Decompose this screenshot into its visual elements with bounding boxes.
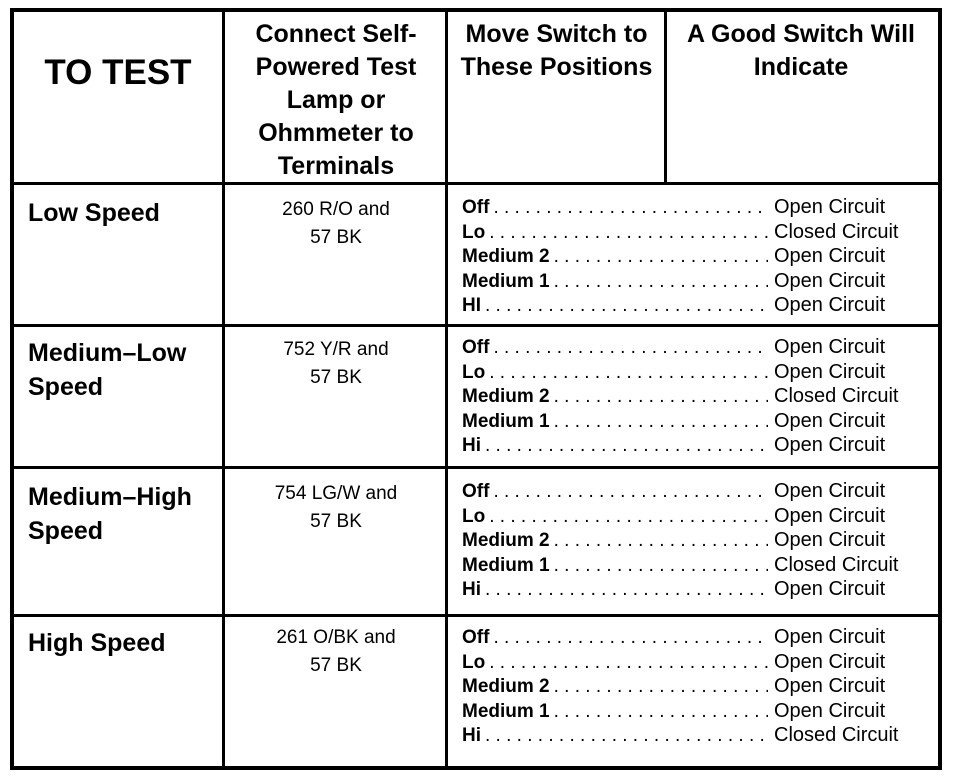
position-line bbox=[462, 724, 922, 749]
position-result: Open Circuit bbox=[774, 269, 886, 292]
position-name: Lo bbox=[462, 361, 486, 383]
position-name: Medium 2 bbox=[462, 246, 550, 267]
position-name: Hi bbox=[462, 435, 481, 456]
position-name: Medium 1 bbox=[462, 410, 550, 432]
terminals bbox=[226, 196, 446, 252]
terminals-line2: 57 BK bbox=[310, 511, 362, 532]
dot-leader bbox=[493, 481, 768, 503]
position-line bbox=[462, 361, 922, 386]
position-line bbox=[462, 578, 922, 603]
position-line bbox=[462, 675, 922, 700]
position-list bbox=[462, 196, 922, 319]
header-good-switch: A Good Switch Will Indicate bbox=[686, 20, 915, 81]
position-line bbox=[462, 651, 922, 676]
dot-leader bbox=[554, 701, 768, 723]
position-name: Off bbox=[462, 197, 490, 218]
position-line bbox=[462, 626, 922, 651]
position-result: Open Circuit bbox=[774, 336, 886, 358]
position-name: Off bbox=[462, 481, 490, 502]
position-line bbox=[462, 245, 922, 270]
dot-leader bbox=[554, 386, 768, 408]
position-list bbox=[462, 480, 922, 603]
terminals bbox=[226, 336, 446, 392]
position-name: Lo bbox=[462, 505, 486, 527]
position-result: Open Circuit bbox=[774, 504, 886, 527]
dot-leader bbox=[489, 506, 768, 528]
position-name: Medium 2 bbox=[462, 676, 550, 697]
position-name: Medium 2 bbox=[462, 386, 550, 407]
dot-leader bbox=[554, 530, 768, 552]
terminals-line2: 57 BK bbox=[310, 655, 362, 676]
dot-leader bbox=[554, 411, 768, 433]
position-name: Medium 1 bbox=[462, 700, 550, 722]
position-line bbox=[462, 270, 922, 295]
dot-leader bbox=[485, 435, 768, 457]
dot-leader bbox=[554, 555, 768, 577]
position-line bbox=[462, 480, 922, 505]
divider-row-2 bbox=[10, 466, 938, 469]
position-name: Off bbox=[462, 337, 490, 358]
position-name: Hi bbox=[462, 579, 481, 600]
terminals-line2: 57 BK bbox=[310, 367, 362, 388]
position-line bbox=[462, 505, 922, 530]
position-name: HI bbox=[462, 295, 481, 316]
dot-leader bbox=[489, 222, 768, 244]
position-result: Open Circuit bbox=[774, 196, 886, 218]
position-line bbox=[462, 294, 922, 319]
dot-leader bbox=[493, 337, 768, 359]
dot-leader bbox=[554, 271, 768, 293]
terminals bbox=[226, 480, 446, 536]
position-line bbox=[462, 196, 922, 221]
position-result: Open Circuit bbox=[774, 480, 886, 502]
row-label: Low Speed bbox=[28, 199, 160, 227]
position-name: Hi bbox=[462, 725, 481, 746]
terminals-line1: 752 Y/R and bbox=[283, 339, 389, 360]
header-to-test: TO TEST bbox=[44, 53, 192, 92]
divider-row-3 bbox=[10, 614, 938, 617]
position-line bbox=[462, 434, 922, 459]
dot-leader bbox=[493, 627, 768, 649]
position-result: Open Circuit bbox=[774, 434, 886, 456]
divider-row-1 bbox=[10, 324, 938, 327]
dot-leader bbox=[554, 676, 768, 698]
position-name: Lo bbox=[462, 651, 486, 673]
position-result: Open Circuit bbox=[774, 360, 886, 383]
dot-leader bbox=[489, 652, 768, 674]
dot-leader bbox=[554, 246, 768, 268]
position-line bbox=[462, 336, 922, 361]
dot-leader bbox=[485, 579, 768, 601]
position-name: Medium 1 bbox=[462, 270, 550, 292]
position-line bbox=[462, 410, 922, 435]
terminals-line1: 260 R/O and bbox=[282, 199, 390, 220]
row-label: Medium–Low Speed bbox=[28, 339, 187, 401]
divider-header bbox=[10, 182, 938, 185]
position-result: Open Circuit bbox=[774, 675, 886, 697]
header-move-switch: Move Switch to These Positions bbox=[460, 20, 653, 81]
position-name: Medium 2 bbox=[462, 530, 550, 551]
header-connect: Connect Self-Powered Test Lamp or Ohmmeter to Terminals bbox=[255, 20, 417, 180]
position-line bbox=[462, 221, 922, 246]
position-result: Closed Circuit bbox=[774, 553, 899, 576]
row-label: High Speed bbox=[28, 629, 166, 657]
dot-leader bbox=[485, 725, 768, 747]
position-line bbox=[462, 700, 922, 725]
terminals-line2: 57 BK bbox=[310, 227, 362, 248]
position-result: Open Circuit bbox=[774, 529, 886, 551]
position-result: Open Circuit bbox=[774, 245, 886, 267]
position-name: Lo bbox=[462, 221, 486, 243]
position-result: Closed Circuit bbox=[774, 724, 899, 746]
position-list bbox=[462, 626, 922, 749]
terminals-line1: 261 O/BK and bbox=[276, 627, 396, 648]
terminals-line1: 754 LG/W and bbox=[274, 483, 398, 504]
position-result: Open Circuit bbox=[774, 650, 886, 673]
position-result: Open Circuit bbox=[774, 699, 886, 722]
position-name: Medium 1 bbox=[462, 554, 550, 576]
position-result: Open Circuit bbox=[774, 409, 886, 432]
position-name: Off bbox=[462, 627, 490, 648]
position-line bbox=[462, 385, 922, 410]
position-result: Closed Circuit bbox=[774, 220, 899, 243]
position-line bbox=[462, 529, 922, 554]
dot-leader bbox=[485, 295, 768, 317]
position-result: Open Circuit bbox=[774, 626, 886, 648]
position-result: Open Circuit bbox=[774, 294, 886, 316]
dot-leader bbox=[493, 197, 768, 219]
position-result: Open Circuit bbox=[774, 578, 886, 600]
terminals bbox=[226, 624, 446, 680]
position-line bbox=[462, 554, 922, 579]
position-list bbox=[462, 336, 922, 459]
position-result: Closed Circuit bbox=[774, 385, 899, 407]
dot-leader bbox=[489, 362, 768, 384]
row-label: Medium–High Speed bbox=[28, 483, 192, 545]
